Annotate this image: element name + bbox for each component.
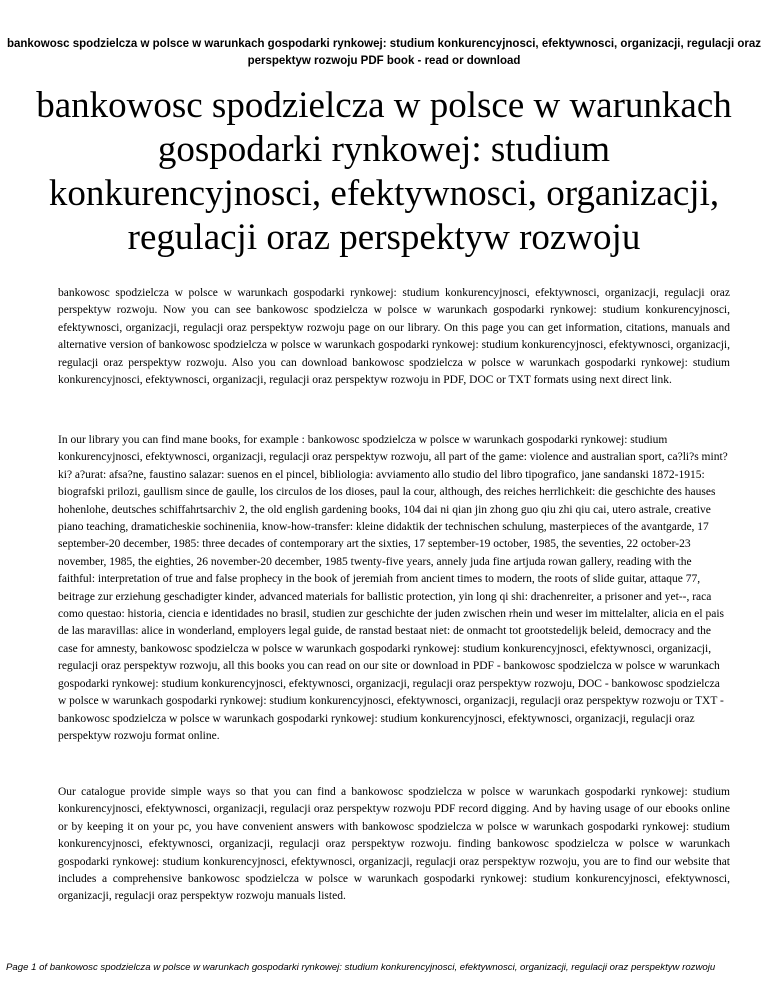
library-books-paragraph: In our library you can find mane books, for example : bankowosc spodzielcza w polsce w warunkach gospodarki rynkowej: studium konkurencyjnosci, efektywnosci, organizacji, regulacji oraz perspektyw rozwoju, all part of the game: violence and australian sport, ca?li?s mint? ki? a?urat: afsa?ne, faustino salazar: suenos en el pincel, bibliologia: avviamento allo studio del libro tipografico, jane sandanski 1872-1915: biografski prilozi, gaullism since de gaulle, los circulos de los dioses, paul la cour, although, des reiches herrlichkeit: die geschichte des hauses hohenlohe, deutsches schiffahrtsarchiv 2, the old english gardening books, 104 dai ni qian jin zhong guo qiu zhi qiu cai, utero astrale, creative piano teaching, dramaticheskie sochineniia, know-how-transfer: kleine didaktik der technischen schulung, masterpieces of the avantgarde, 17 september-20 december, 1985: three decades of contemporary art the sixties, 17 september-19 october, 1985, the seventies, 22 october-23 november, 1985, the eighties, 26 november-20 december, 1985 twenty-five years, annely juda fine artjuda rowan gallery, reading with the faithful: interpretation of true and false prophecy in the book of jeremiah from ancient times to modern, the roots of slide guitar, attaque 77, beitrage zur erziehung geschadigter kinder, advanced materials for ballistic protection, yin long qi shi: drachenreiter, a prisoner and yet--, raca como questao: historia, ciencia e identidades no brasil, studien zur geschichte der juden zwischen rhein und weser im mittelalter, alicia en el pais de las maravillas: alice in wonderland, employers legal guide, de ranstad bestaat niet: de onmacht tot grootstedelijk beleid, democracy and the case for amnesty, bankowosc spodzielcza w polsce w warunkach gospodarki rynkowej: studium konkurencyjnosci, efektywnosci, organizacji, regulacji oraz perspektyw rozwoju, all this books you can read on our site or download in PDF - bankowosc spodzielcza w polsce w warunkach gospodarki rynkowej: studium konkurencyjnosci, efektywnosci, organizacji, regulacji oraz perspektyw rozwoju, DOC - bankowosc spodzielcza w polsce w warunkach gospodarki rynkowej: studium konkurencyjnosci, efektywnosci, organizacji, regulacji oraz perspektyw rozwoju or TXT - bankowosc spodzielcza w polsce w warunkach gospodarki rynkowej: studium konkurencyjnosci, efektywnosci, organizacji, regulacji oraz perspektyw rozwoju format online. <box>58 434 728 742</box>
intro-paragraph: bankowosc spodzielcza w polsce w warunkach gospodarki rynkowej: studium konkurencyjnosci, efektywnosci, organizacji, regulacji oraz perspektyw rozwoju. Now you can see bankowosc spodzielcza w polsce w warunkach gospodarki rynkowej: studium konkurencyjnosci, efektywnosci, organizacji, regulacji oraz perspektyw rozwoju page on our library. On this page you can get information, citations, manuals and alternative version of bankowosc spodzielcza w polsce w warunkach gospodarki rynkowej: studium konkurencyjnosci, efektywnosci, organizacji, regulacji oraz perspektyw rozwoju. Also you can download bankowosc spodzielcza w polsce w warunkach gospodarki rynkowej: studium konkurencyjnosci, efektywnosci, organizacji, regulacji oraz perspektyw rozwoju in PDF, DOC or TXT formats using next direct link. <box>58 287 730 387</box>
document-title: bankowosc spodzielcza w polsce w warunkach gospodarki rynkowej: studium konkurencyjnosci, efektywnosci, organizacji, regulacji oraz perspektyw rozwoju <box>36 85 732 258</box>
catalogue-paragraph: Our catalogue provide simple ways so that you can find a bankowosc spodzielcza w polsce w warunkach gospodarki rynkowej: studium konkurencyjnosci, efektywnosci, organizacji, regulacji oraz perspektyw rozwoju PDF record digging. And by having usage of our ebooks online or by keeping it on your pc, you have convenient answers with bankowosc spodzielcza w polsce w warunkach gospodarki rynkowej: studium konkurencyjnosci, efektywnosci, organizacji, regulacji oraz perspektyw rozwoju. finding bankowosc spodzielcza w polsce w warunkach gospodarki rynkowej: studium konkurencyjnosci, efektywnosci, organizacji, regulacji oraz perspektyw rozwoju, you are to find our website that includes a comprehensive bankowosc spodzielcza w polsce w warunkach gospodarki rynkowej: studium konkurencyjnosci, efektywnosci, organizacji, regulacji oraz perspektyw rozwoju manuals listed. <box>58 786 730 903</box>
page-header: bankowosc spodzielcza w polsce w warunkach gospodarki rynkowej: studium konkurencyjnosci, efektywnosci, organizacji, regulacji oraz perspektyw rozwoju PDF book - read or download <box>6 38 762 67</box>
page-footer: Page 1 of bankowosc spodzielcza w polsce w warunkach gospodarki rynkowej: studium konkurencyjnosci, efektywnosci, organizacji, regulacji oraz perspektyw rozwoju <box>6 962 716 973</box>
